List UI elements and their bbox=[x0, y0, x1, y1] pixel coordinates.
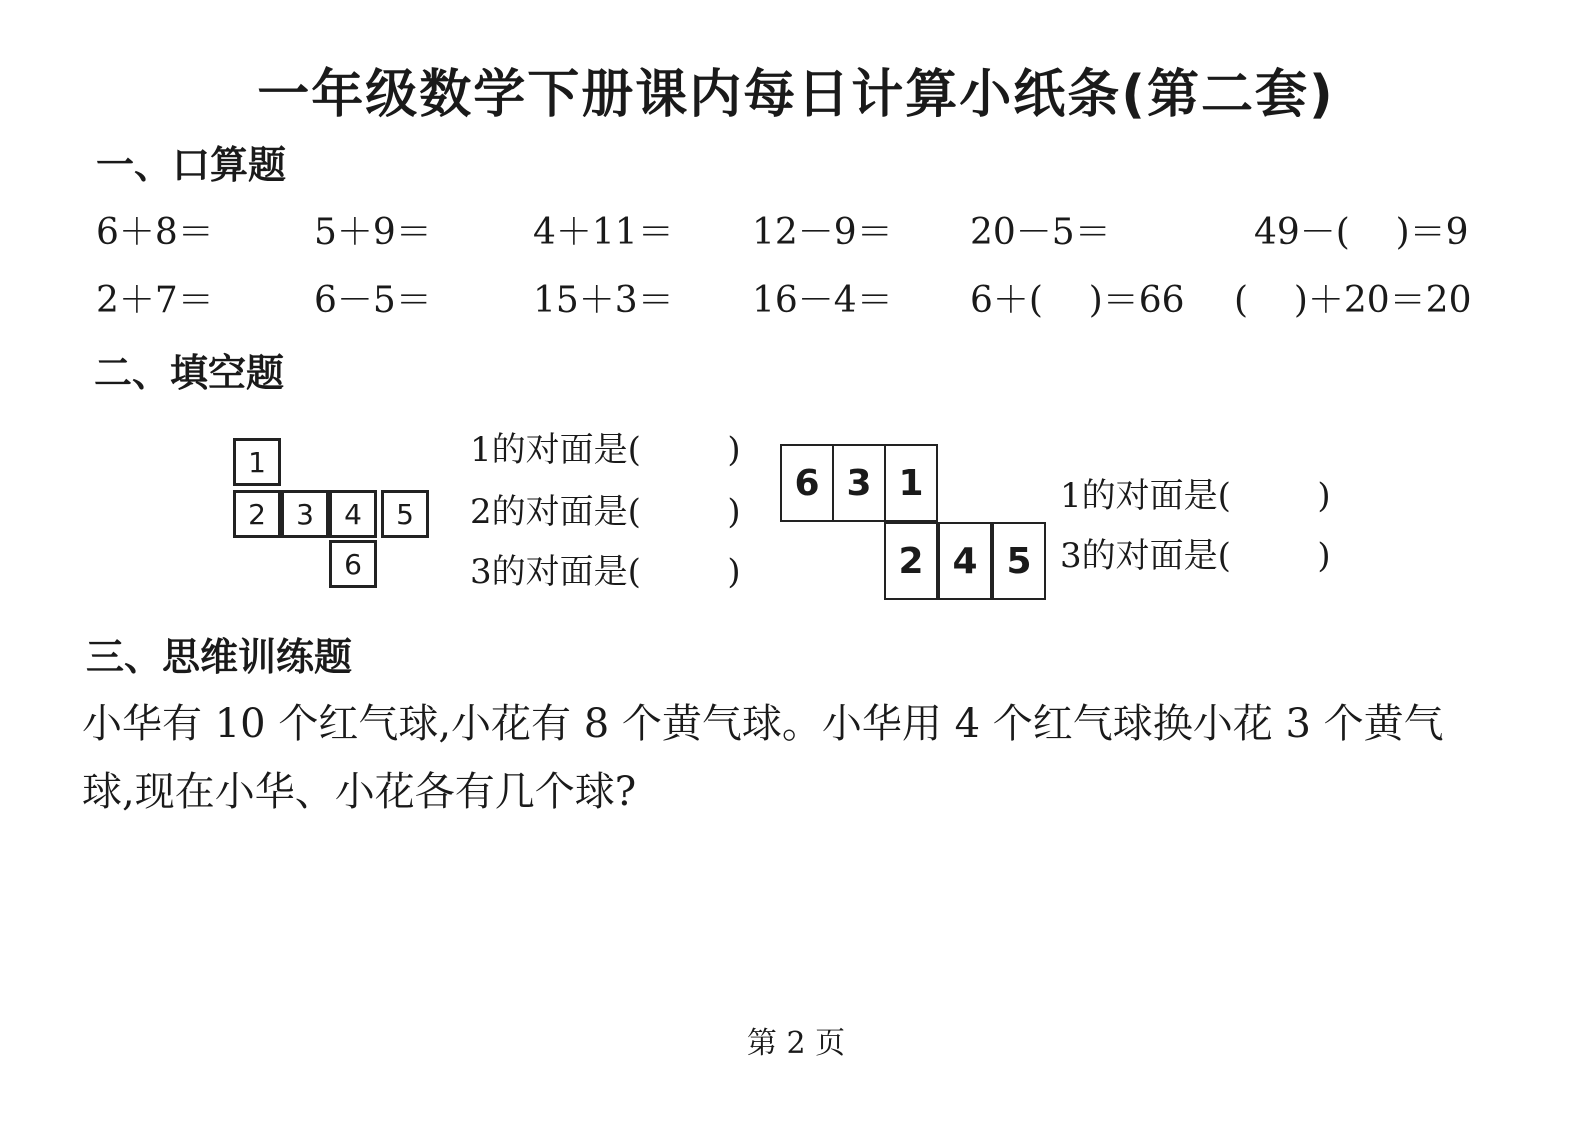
net-cell: 4 bbox=[329, 490, 377, 538]
fill-question: 1的对面是( ) bbox=[470, 430, 741, 470]
net-cell: 3 bbox=[832, 444, 886, 522]
oral-problem: 6＋8＝ bbox=[96, 212, 214, 253]
page-title: 一年级数学下册课内每日计算小纸条(第二套) bbox=[257, 65, 1335, 125]
net-cell: 1 bbox=[233, 438, 281, 486]
net-cell: 3 bbox=[281, 490, 329, 538]
oral-problem: 20－5＝ bbox=[970, 212, 1111, 253]
word-problem-line: 球,现在小华、小花各有几个球? bbox=[82, 769, 637, 815]
fill-question: 3的对面是( ) bbox=[1060, 536, 1331, 576]
oral-problem: 12－9＝ bbox=[752, 212, 893, 253]
net-cell: 6 bbox=[780, 444, 834, 522]
oral-problem: ( )＋20＝20 bbox=[1234, 280, 1472, 321]
oral-problem: 15＋3＝ bbox=[533, 280, 674, 321]
fill-question: 3的对面是( ) bbox=[470, 552, 741, 592]
section-heading-thinking: 三、思维训练题 bbox=[86, 635, 353, 679]
cube-net-a bbox=[233, 438, 433, 590]
net-cell: 5 bbox=[992, 522, 1046, 600]
net-cell: 6 bbox=[329, 540, 377, 588]
net-cell: 2 bbox=[233, 490, 281, 538]
oral-problem: 6＋( )＝66 bbox=[970, 280, 1185, 321]
oral-problem: 49－( )＝9 bbox=[1254, 212, 1469, 253]
fill-question: 2的对面是( ) bbox=[470, 492, 741, 532]
oral-problem: 16－4＝ bbox=[752, 280, 893, 321]
fill-question: 1的对面是( ) bbox=[1060, 476, 1331, 516]
cube-net-b bbox=[780, 444, 1048, 604]
oral-problem: 5＋9＝ bbox=[314, 212, 432, 253]
net-cell: 1 bbox=[884, 444, 938, 522]
page-number: 第 2 页 bbox=[746, 1026, 846, 1061]
word-problem-line: 小华有 10 个红气球,小花有 8 个黄气球。小华用 4 个红气球换小花 3 个黄气 bbox=[82, 701, 1444, 747]
oral-problem: 4＋11＝ bbox=[533, 212, 674, 253]
net-cell: 2 bbox=[884, 522, 938, 600]
net-cell: 5 bbox=[381, 490, 429, 538]
oral-problem: 2＋7＝ bbox=[96, 280, 214, 321]
net-cell: 4 bbox=[938, 522, 992, 600]
oral-problem: 6－5＝ bbox=[314, 280, 432, 321]
section-heading-oral: 一、口算题 bbox=[96, 143, 287, 187]
section-heading-fill: 二、填空题 bbox=[94, 351, 285, 395]
